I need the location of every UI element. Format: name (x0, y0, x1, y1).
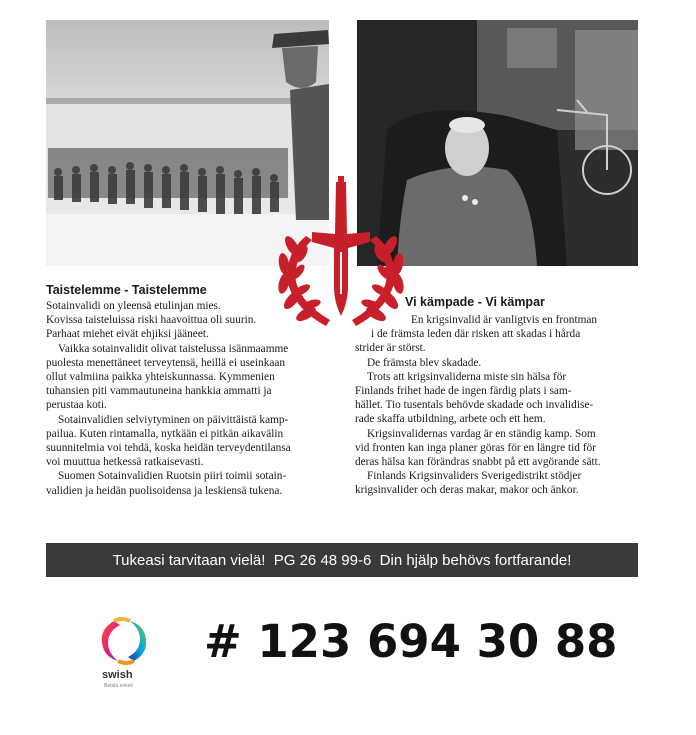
swedish-line: Krigsinvalidernas vardag är en ständig kamp. Som (367, 427, 596, 440)
swish-number: # 123 694 30 88 (204, 615, 618, 668)
donation-banner-text: Tukeasi tarvitaan vielä! PG 26 48 99-6 Din hjälp behövs fortfarande! (112, 551, 572, 569)
finnish-line: tuhansien piti vammautuneina hankkia ammatti ja (46, 385, 272, 398)
swedish-line: Finlands Krigsinvaliders Sverigedistrikt stödjer (367, 470, 582, 483)
swedish-line: Trots att krigsinvaliderna miste sin hälsa för (367, 370, 567, 383)
finnish-line: Sotainvalidi on yleensä etulinjan mies. (46, 300, 221, 312)
swedish-line: hället. Tio tusentals behövde skadade och invalidise- (355, 399, 594, 412)
swish-wordmark: swish (102, 669, 133, 681)
finnish-line: puolesta menettäneet terveytensä, heillä ei useinkaan (46, 356, 286, 369)
swedish-body-text (355, 313, 645, 498)
donation-banner (46, 543, 638, 577)
swedish-line: Finlands frihet hade de ingen färdig plats i sam- (355, 385, 572, 398)
swedish-line: strider är störst. (355, 342, 426, 355)
finnish-line: voi muuttua hetkessä ratkaisevasti. (46, 456, 204, 469)
finnish-line: Parhaat miehet eivät ehjiksi jääneet. (46, 328, 209, 341)
finnish-line: Kovissa taisteluissa riski haavoittua oli suurin. (46, 314, 257, 327)
swedish-line: i de främsta leden där risken att skadas i hårda (371, 328, 581, 341)
swedish-line: En krigsinvalid är vanligtvis en frontman (411, 314, 598, 326)
swedish-line: De främsta blev skadade. (367, 356, 482, 369)
swedish-line: deras hälsa kan förändras snabbt på ett avgörande sätt. (355, 456, 601, 469)
finnish-line: suunnitelmia voi tehdä, koska heidän terveydentilansa (46, 442, 291, 455)
swedish-line: krigsinvalider och deras makar, makor och änkor. (355, 484, 579, 497)
swish-tagline: Betala enkelt (104, 683, 133, 689)
finnish-line: pailua. Kuten rintamalla, nytkään ei pitkän aikavälin (46, 427, 284, 440)
swedish-line: rade skaffa utbildning, arbete och ett hem. (355, 413, 546, 426)
swish-logo-icon (96, 613, 152, 669)
finnish-body-text (46, 299, 336, 498)
swedish-heading: Vi kämpade - Vi kämpar (405, 295, 545, 309)
finnish-line: validien ja heidän puolisoidensa ja leskiensä tukena. (46, 484, 283, 497)
finnish-line: perustaa koti. (46, 399, 107, 412)
finnish-line: Suomen Sotainvalidien Ruotsin piiri toimii sotain- (58, 470, 287, 483)
finnish-line: Vaikka sotainvalidit olivat taistelussa isänmaamme (58, 342, 289, 355)
finnish-line: Sotainvalidien selviytyminen on päivittäistä kamp- (58, 413, 289, 426)
finnish-heading: Taistelemme - Taistelemme (46, 283, 207, 297)
swedish-line: vid fronten kan inga planer göras för en längre tid för (355, 441, 596, 454)
finnish-line: ollut valmiina paikka yhteiskunnassa. Kymmenien (46, 371, 275, 384)
